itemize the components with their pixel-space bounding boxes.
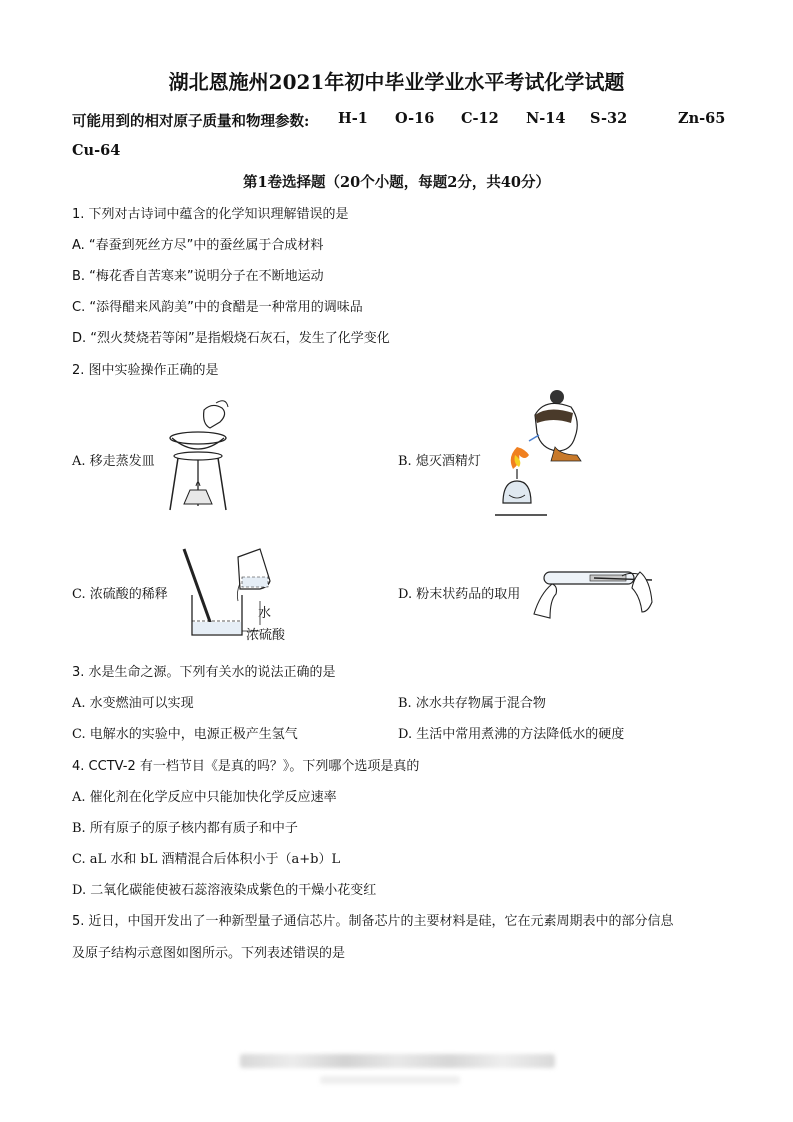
question-3-stem: 3. 水是生命之源。下列有关水的说法正确的是	[72, 665, 336, 680]
q2-option-c-label: C. 浓硫酸的稀释	[72, 587, 168, 602]
q1-option-d: D. “烈火焚烧若等闲”是指煅烧石灰石，发生了化学变化	[72, 331, 390, 346]
param-h: H-1	[338, 110, 368, 127]
q4-option-d: D. 二氧化碳能使被石蕊溶液染成紫色的干燥小花变红	[72, 883, 377, 898]
q1-option-b: B. “梅花香自苦寒来”说明分子在不断地运动	[72, 269, 324, 284]
question-1-stem: 1. 下列对古诗词中蕴含的化学知识理解错误的是	[72, 207, 349, 222]
blurred-footer-watermark-line	[320, 1076, 460, 1084]
question-2-stem: 2. 图中实验操作正确的是	[72, 363, 219, 378]
powder-sampling-figure	[530, 558, 660, 628]
q2-option-d-label: D. 粉末状药品的取用	[398, 587, 521, 602]
alcohol-lamp-figure	[495, 385, 590, 525]
exam-title: 湖北恩施州2021年初中毕业学业水平考试化学试题	[168, 70, 625, 94]
q3-option-d: D. 生活中常用煮沸的方法降低水的硬度	[398, 727, 625, 742]
param-cu: Cu-64	[72, 142, 121, 159]
q4-option-c: C. aL 水和 bL 酒精混合后体积小于（a+b）L	[72, 852, 341, 867]
blurred-footer-watermark	[240, 1054, 555, 1068]
q4-option-b: B. 所有原子的原子核内都有质子和中子	[72, 821, 298, 836]
q3-option-b: B. 冰水共存物属于混合物	[398, 696, 546, 711]
q4-option-a: A. 催化剂在化学反应中只能加快化学反应速率	[72, 790, 337, 805]
question-4-stem: 4. CCTV-2 有一档节目《是真的吗？》。下列哪个选项是真的	[72, 759, 420, 774]
concentrated-acid-label: 浓硫酸	[246, 628, 286, 643]
q3-option-a: A. 水变燃油可以实现	[72, 696, 194, 711]
question-5-stem-line-2: 及原子结构示意图如图所示。下列表述错误的是	[72, 946, 346, 961]
q2-option-b-label: B. 熄灭酒精灯	[398, 454, 481, 469]
param-c: C-12	[461, 110, 499, 127]
q2-option-a-label: A. 移走蒸发皿	[72, 454, 155, 469]
param-o: O-16	[395, 110, 435, 127]
evaporating-dish-figure	[160, 398, 240, 513]
section-title: 第1卷选择题（20个小题，每题2分，共40分）	[242, 174, 551, 191]
question-5-stem-line-1: 5. 近日，中国开发出了一种新型量子通信芯片。制备芯片的主要材料是硅，它在元素周期表中的部分信息	[72, 914, 674, 929]
param-s: S-32	[590, 110, 628, 127]
q1-option-c: C. “添得醋来风韵美”中的食醋是一种常用的调味品	[72, 300, 363, 315]
q3-option-c: C. 电解水的实验中，电源正极产生氢气	[72, 727, 298, 742]
param-n: N-14	[526, 110, 566, 127]
params-label: 可能用到的相对原子质量和物理参数:	[72, 113, 310, 130]
param-zn: Zn-65	[678, 110, 726, 127]
q1-option-a: A. “春蚕到死丝方尽”中的蚕丝属于合成材料	[72, 238, 324, 253]
water-label: 水	[258, 606, 272, 621]
